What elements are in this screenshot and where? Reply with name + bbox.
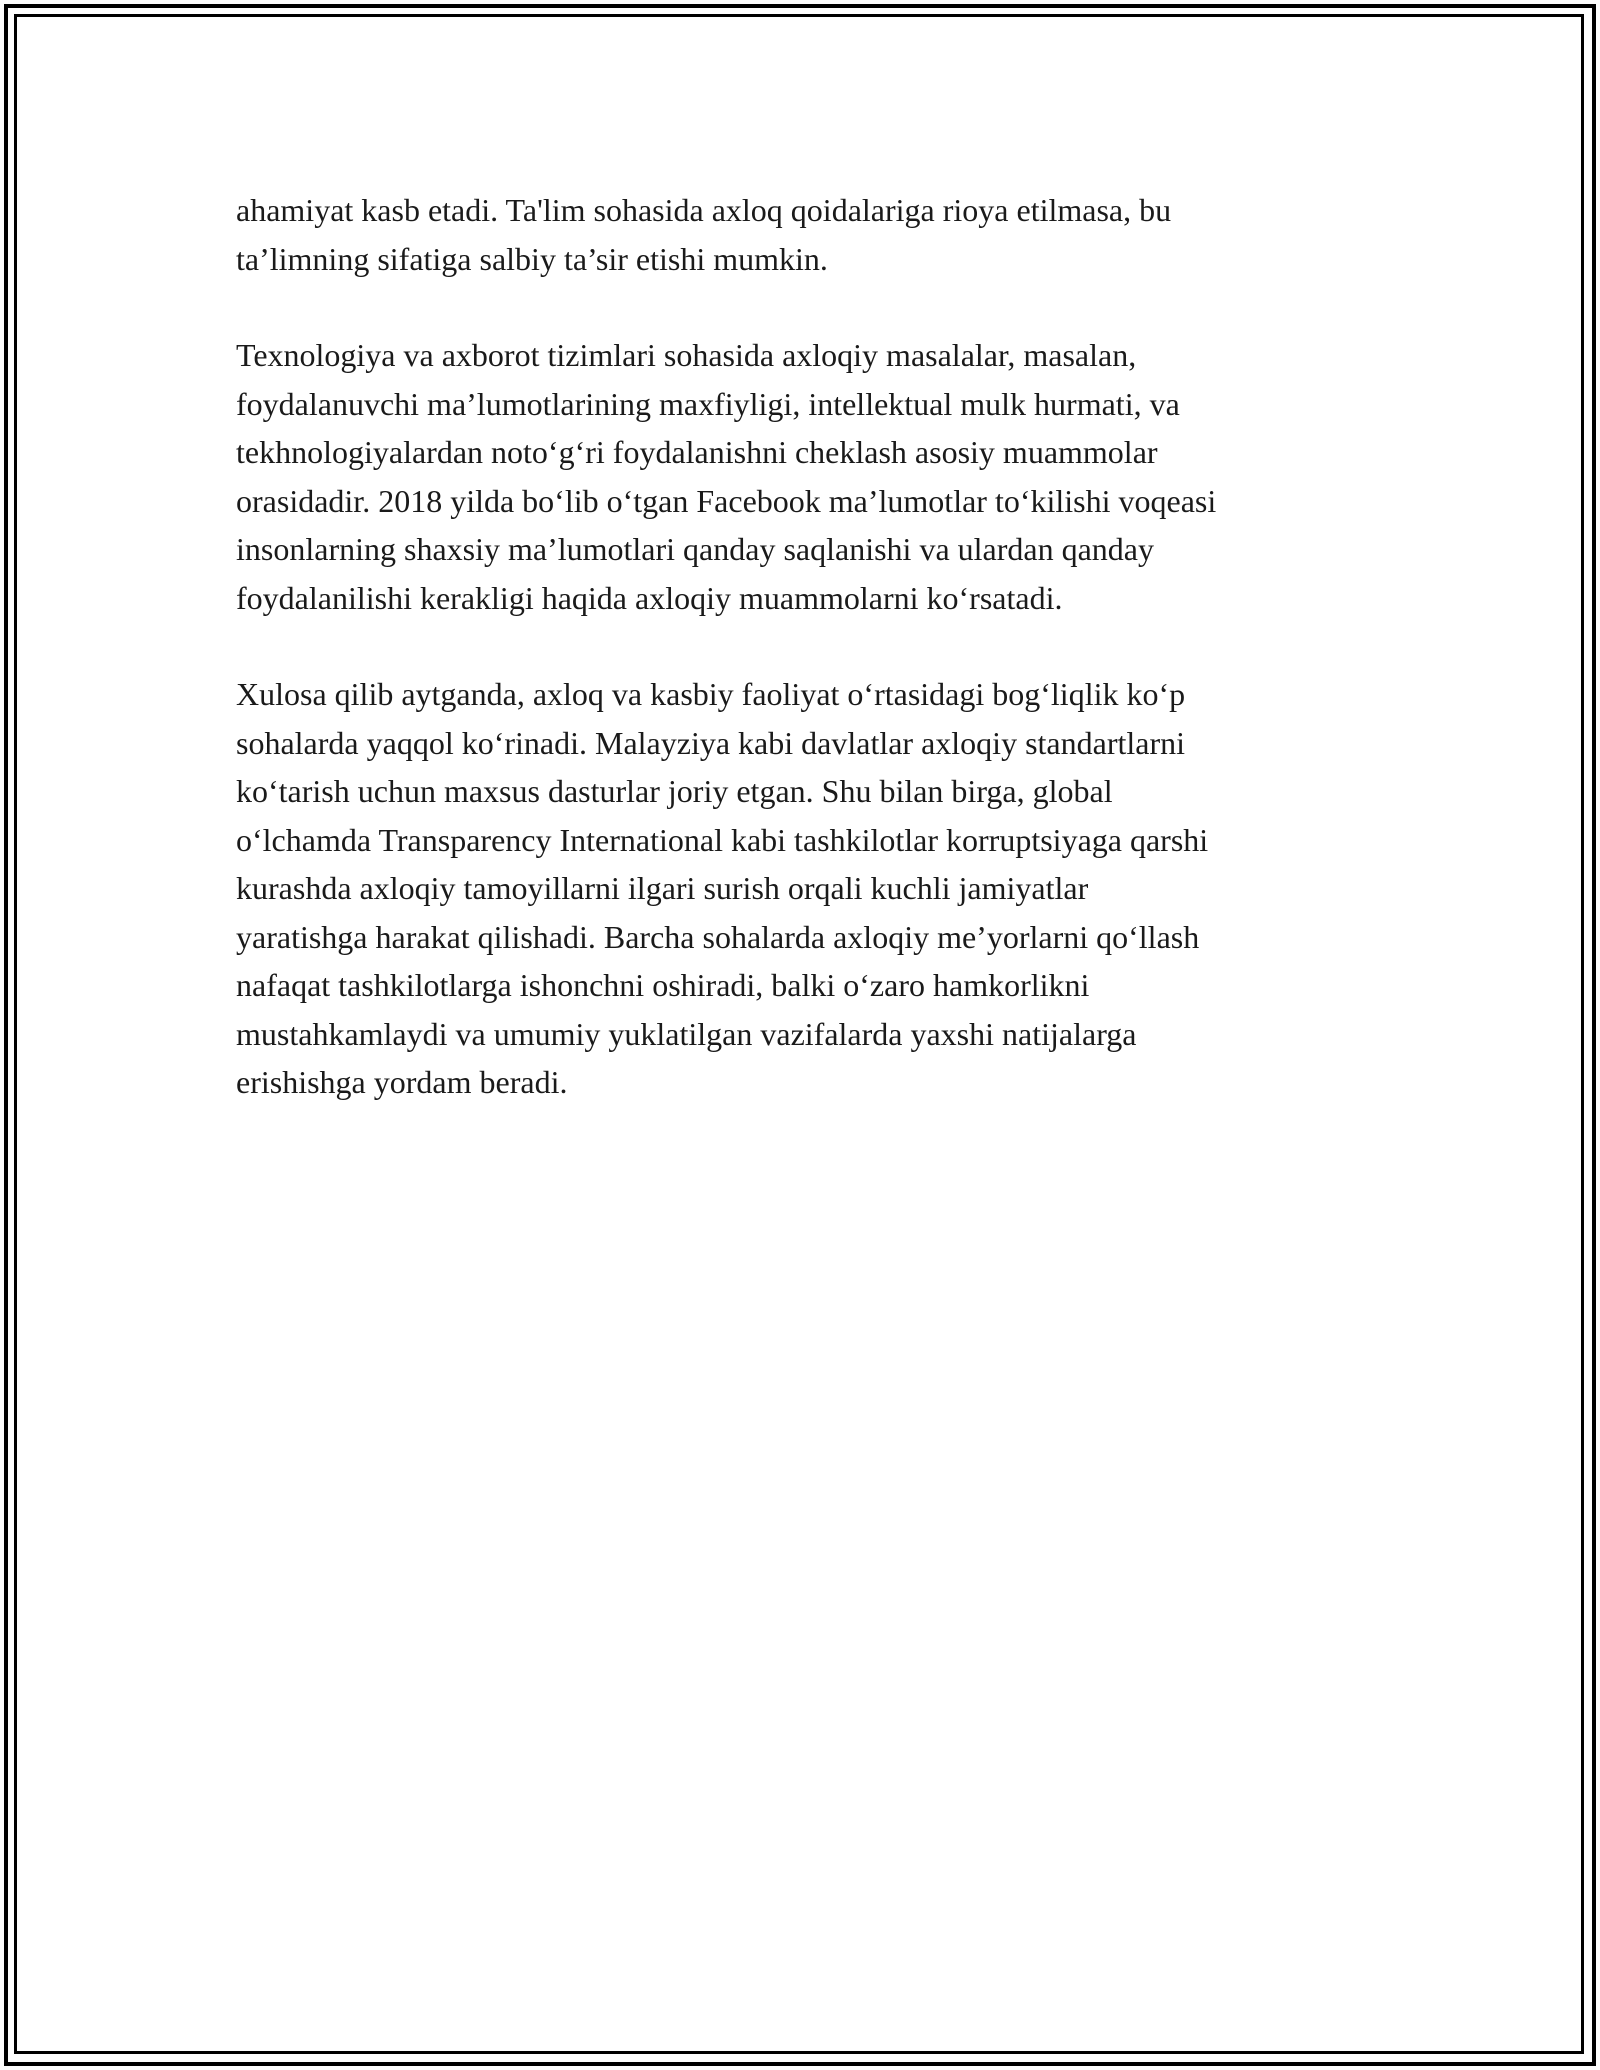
document-body: [236, 186, 1366, 1155]
text-line: ko‘tarish uchun maxsus dasturlar joriy etgan. Shu bilan birga, global: [236, 773, 1113, 809]
paragraph-technology-ethics: [236, 331, 1366, 622]
text-line: ahamiyat kasb etadi. Ta'lim sohasida axloq qoidalariga rioya etilmasa, bu: [236, 192, 1172, 228]
text-line: erishishga yordam beradi.: [236, 1064, 568, 1100]
text-line: foydalanilishi kerakligi haqida axloqiy muammolarni ko‘rsatadi.: [236, 579, 1063, 616]
text-line: sohalarda yaqqol ko‘rinadi. Malayziya kabi davlatlar axloqiy standartlarni: [236, 724, 1185, 761]
text-line: yaratishga harakat qilishadi. Barcha sohalarda axloqiy me’yorlarni qo‘llash: [236, 918, 1200, 955]
paragraph-education-ethics: [236, 186, 1366, 283]
text-line: tekhnologiyalardan noto‘g‘ri foydalanishni cheklash asosiy muammolar: [236, 434, 1158, 470]
text-line: o‘lchamda Transparency International kabi tashkilotlar korruptsiyaga qarshi: [236, 821, 1209, 858]
text-line: mustahkamlaydi va umumiy yuklatilgan vazifalarda yaxshi natijalarga: [236, 1015, 1137, 1052]
text-line: kurashda axloqiy tamoyillarni ilgari surish orqali kuchli jamiyatlar: [236, 870, 1089, 906]
text-line: orasidadir. 2018 yilda bo‘lib o‘tgan Facebook ma’lumotlar to‘kilishi voqeasi: [236, 482, 1217, 519]
text-line: foydalanuvchi ma’lumotlarining maxfiyligi, intellektual mulk hurmati, va: [236, 385, 1180, 422]
text-line: Texnologiya va axborot tizimlari sohasida axloqiy masalalar, masalan,: [236, 337, 1137, 373]
text-line: insonlarning shaxsiy ma’lumotlari qanday saqlanishi va ulardan qanday: [236, 531, 1154, 567]
paragraph-conclusion: [236, 670, 1366, 1107]
text-line: nafaqat tashkilotlarga ishonchni oshiradi, balki o‘zaro hamkorlikni: [236, 967, 1090, 1003]
text-line: Xulosa qilib aytganda, axloq va kasbiy faoliyat o‘rtasidagi bog‘liqlik ko‘p: [236, 676, 1186, 712]
text-line: ta’limning sifatiga salbiy ta’sir etishi mumkin.: [236, 240, 828, 277]
